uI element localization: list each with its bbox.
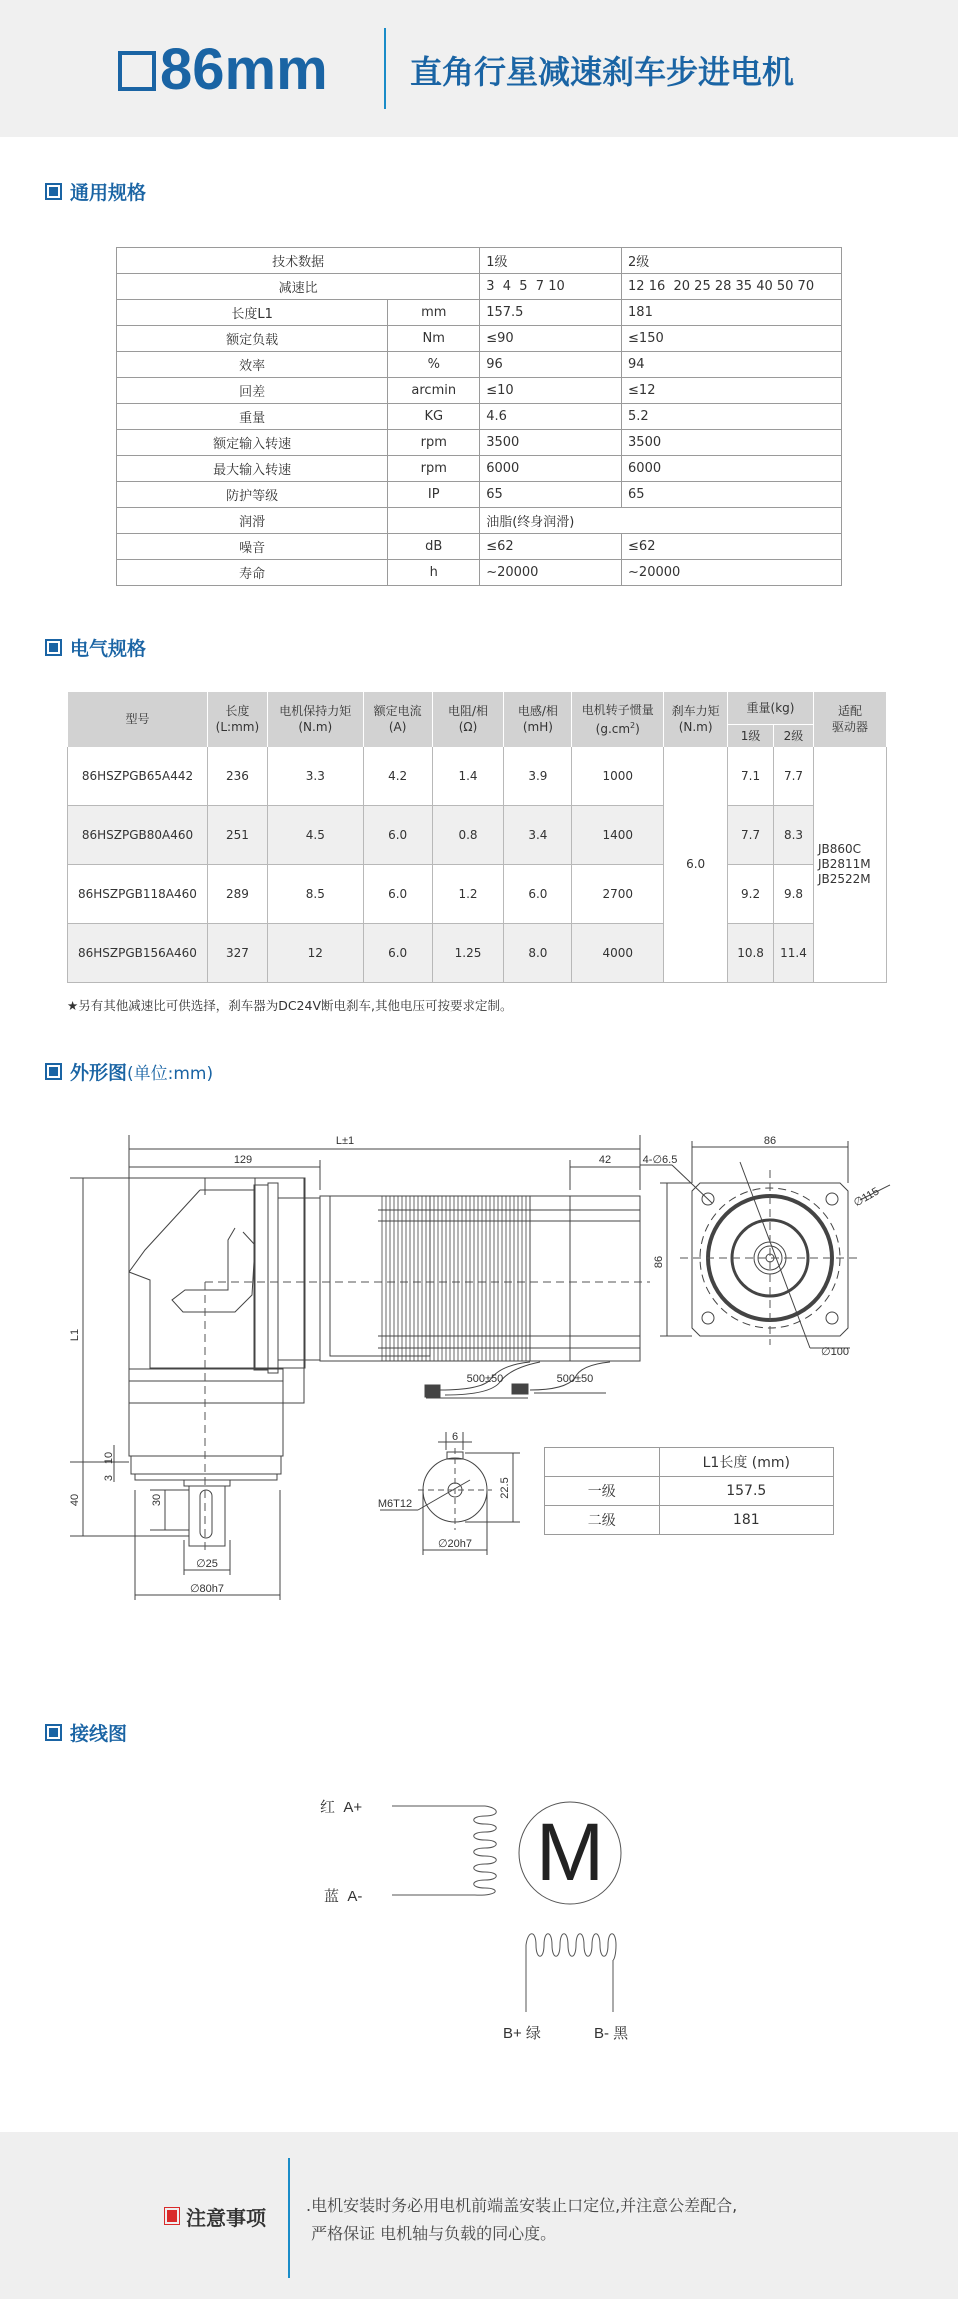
table-row — [117, 352, 842, 378]
dim-40: 40 — [69, 1493, 81, 1507]
notice-line-2: 严格保证 电机轴与负载的同心度。 — [306, 2224, 557, 2243]
page-header — [0, 0, 958, 137]
dim-holes: 4-∅6.5 — [642, 1154, 678, 1166]
table-row — [68, 805, 887, 864]
col-header-current — [363, 692, 432, 747]
table-cell: 7.1 — [728, 747, 774, 806]
table-cell: 4000 — [572, 923, 664, 982]
table-cell: 润滑 — [117, 508, 388, 534]
outline-drawing — [0, 1120, 958, 1620]
table-cell: IP — [388, 482, 480, 508]
table-cell: ≤10 — [480, 378, 622, 404]
table-cell: 10.8 — [728, 923, 774, 982]
table-cell: 4.2 — [363, 747, 432, 806]
motor-symbol: M — [535, 1807, 605, 1898]
page-title: 直角行星减速刹车步进电机 — [410, 53, 795, 91]
table-cell: 1.25 — [432, 923, 504, 982]
driver-item: JB2811M — [817, 856, 871, 871]
dim-3: 3 — [103, 1474, 115, 1482]
spec-note: ★另有其他减速比可供选择，刹车器为DC24V断电刹车,其他电压可按要求定制。 — [67, 998, 513, 1013]
table-row — [117, 456, 842, 482]
dim-flange-width: 86 — [763, 1135, 777, 1147]
square-bullet-icon — [45, 1063, 62, 1080]
table-cell: 油脂(终身润滑) — [480, 508, 842, 534]
table-cell: 3.9 — [504, 747, 572, 806]
dim-pilot-diameter: ∅80h7 — [189, 1583, 225, 1595]
table-cell: 6.0 — [363, 805, 432, 864]
dim-gear-length: 129 — [233, 1154, 253, 1166]
dim-cable-2: 500±50 — [556, 1373, 594, 1385]
table-cell: ≤12 — [622, 378, 842, 404]
table-cell: 7.7 — [774, 747, 814, 806]
driver-item: JB2522M — [817, 871, 871, 886]
table-cell: 噪音 — [117, 534, 388, 560]
table-cell: 6.0 — [504, 864, 572, 923]
table-cell: 94 — [622, 352, 842, 378]
table-cell: 2级 — [622, 248, 842, 274]
table-cell: ≤150 — [622, 326, 842, 352]
table-cell: dB — [388, 534, 480, 560]
table-row — [117, 534, 842, 560]
table-row — [117, 560, 842, 586]
header-unit: (g.cm — [595, 721, 631, 736]
driver-item: JB860C — [817, 841, 862, 856]
dim-key-width: 6 — [451, 1431, 459, 1443]
table-cell: 3500 — [622, 430, 842, 456]
dim-shaft2-diameter: ∅20h7 — [437, 1538, 473, 1550]
table-cell: ~20000 — [480, 560, 622, 586]
coil-a — [474, 1806, 497, 1895]
table-cell: 一级 — [545, 1477, 660, 1506]
wire-b-plus: B+ 绿 — [503, 2025, 541, 2042]
table-cell: 1400 — [572, 805, 664, 864]
header-text: 电机转子惯量 — [581, 702, 654, 717]
dim-thread: M6T12 — [377, 1498, 413, 1510]
table-row — [68, 923, 887, 982]
header-sup: 2 — [630, 720, 636, 730]
table-cell-driver — [813, 747, 886, 983]
table-cell: 6.0 — [363, 923, 432, 982]
table-cell: ~20000 — [622, 560, 842, 586]
header-text: 刹车力矩 — [671, 704, 720, 719]
table-cell: 3500 — [480, 430, 622, 456]
table-cell: % — [388, 352, 480, 378]
l1-length-table — [544, 1447, 834, 1535]
table-cell: rpm — [388, 430, 480, 456]
section-title: 电气规格 — [70, 637, 147, 660]
table-cell: 6000 — [480, 456, 622, 482]
table-cell: 额定输入转速 — [117, 430, 388, 456]
table-cell: arcmin — [388, 378, 480, 404]
header-divider — [384, 28, 386, 109]
dim-rear-length: 42 — [598, 1154, 612, 1166]
table-cell: 额定负载 — [117, 326, 388, 352]
dim-spigot: ∅100 — [821, 1346, 849, 1358]
table-cell: ≤90 — [480, 326, 622, 352]
col-header-inductance — [504, 692, 572, 747]
table-cell: 157.5 — [480, 300, 622, 326]
section-general-spec — [45, 178, 146, 204]
table-cell: 效率 — [117, 352, 388, 378]
header-unit: (N.m) — [678, 720, 713, 735]
notice-line-1: .电机安装时务必用电机前端盖安装止口定位,并注意公差配合, — [306, 2196, 738, 2215]
table-cell: 寿命 — [117, 560, 388, 586]
dim-l1: L1 — [69, 1328, 81, 1342]
table-cell: 289 — [207, 864, 267, 923]
table-cell: 回差 — [117, 378, 388, 404]
table-cell: 防护等级 — [117, 482, 388, 508]
col-header-driver — [813, 692, 886, 747]
table-cell: 86HSZPGB65A442 — [68, 747, 208, 806]
table-row — [117, 404, 842, 430]
dim-flange-height: 86 — [653, 1255, 665, 1269]
table-cell: 11.4 — [774, 923, 814, 982]
square-bullet-icon — [45, 639, 62, 656]
table-row — [117, 300, 842, 326]
table-cell: 327 — [207, 923, 267, 982]
table-cell: 12 — [267, 923, 363, 982]
table-cell: 1.4 — [432, 747, 504, 806]
table-row — [117, 274, 842, 300]
warning-bullet-icon — [164, 2207, 180, 2225]
table-cell: 251 — [207, 805, 267, 864]
table-row — [117, 482, 842, 508]
header-text: 电感/相 — [517, 704, 558, 719]
table-cell: 6000 — [622, 456, 842, 482]
table-cell: 8.0 — [504, 923, 572, 982]
table-cell: 二级 — [545, 1506, 660, 1535]
model-size-text: 86mm — [160, 37, 328, 102]
section-outline — [45, 1058, 213, 1084]
col-header-length — [207, 692, 267, 747]
col-header-model: 型号 — [68, 692, 208, 747]
square-bullet-icon — [45, 1724, 62, 1741]
header-unit: (mH) — [522, 720, 553, 735]
table-cell: 86HSZPGB118A460 — [68, 864, 208, 923]
dim-10: 10 — [103, 1451, 115, 1465]
header-text: 长度 — [225, 704, 250, 719]
table-cell: 3 4 5 7 10 — [480, 274, 622, 300]
table-cell: 96 — [480, 352, 622, 378]
table-cell — [388, 508, 480, 534]
section-title: 接线图 — [70, 1722, 128, 1745]
col-header-holding-torque — [267, 692, 363, 747]
table-cell: h — [388, 560, 480, 586]
table-row — [117, 378, 842, 404]
header-text: 驱动器 — [831, 720, 868, 735]
square-icon — [118, 51, 156, 91]
header-text: 额定电流 — [373, 704, 422, 719]
table-row — [545, 1448, 834, 1477]
table-cell: 3.3 — [267, 747, 363, 806]
col-header-weight: 重量(kg) — [728, 692, 814, 724]
header-unit-end: ) — [635, 721, 640, 736]
table-cell: 65 — [622, 482, 842, 508]
table-cell: 6.0 — [363, 864, 432, 923]
table-cell: ≤62 — [480, 534, 622, 560]
notice-title: 注意事项 — [186, 2206, 266, 2230]
header-text: 适配 — [837, 704, 862, 719]
table-cell: 181 — [622, 300, 842, 326]
wire-a-plus: 红 A+ — [320, 1799, 363, 1816]
table-cell: 4.5 — [267, 805, 363, 864]
table-cell: 181 — [659, 1506, 833, 1535]
table-cell: 技术数据 — [117, 248, 480, 274]
wire-b-minus: B- 黑 — [594, 2025, 629, 2042]
header-unit: (N.m) — [298, 720, 333, 735]
table-cell: 1000 — [572, 747, 664, 806]
table-cell: 减速比 — [117, 274, 480, 300]
table-cell — [545, 1448, 660, 1477]
wiring-diagram — [300, 1770, 660, 2050]
section-unit: (单位:mm) — [127, 1063, 214, 1084]
table-cell: 236 — [207, 747, 267, 806]
table-cell: 2700 — [572, 864, 664, 923]
table-row — [117, 248, 842, 274]
dim-30: 30 — [151, 1493, 163, 1507]
table-cell: rpm — [388, 456, 480, 482]
header-text: 电阻/相 — [447, 704, 489, 719]
electrical-spec-table — [67, 692, 887, 983]
dim-pcd: ∅115 — [851, 1185, 882, 1210]
col-header-weight-1: 1级 — [728, 724, 774, 747]
table-cell: KG — [388, 404, 480, 430]
table-cell: 86HSZPGB80A460 — [68, 805, 208, 864]
header-unit: (A) — [388, 720, 407, 735]
table-cell: 65 — [480, 482, 622, 508]
table-row — [68, 864, 887, 923]
header-unit: (L:mm) — [215, 720, 260, 735]
table-cell: mm — [388, 300, 480, 326]
col-header-brake-torque — [664, 692, 728, 747]
table-cell: ≤62 — [622, 534, 842, 560]
table-row — [117, 430, 842, 456]
table-row — [68, 747, 887, 806]
dim-shaft-diameter: ∅25 — [196, 1558, 218, 1570]
front-view — [640, 1141, 890, 1348]
notice-divider — [288, 2158, 290, 2278]
section-wiring — [45, 1719, 127, 1745]
table-cell-brake: 6.0 — [664, 747, 728, 983]
col-header-weight-2: 2级 — [774, 724, 814, 747]
header-text: 电机保持力矩 — [279, 704, 352, 719]
general-spec-table — [116, 247, 842, 586]
dim-key-height: 22.5 — [499, 1477, 511, 1499]
table-row — [117, 508, 842, 534]
model-size — [118, 30, 328, 110]
dim-total-length: L±1 — [335, 1135, 355, 1147]
section-electrical-spec — [45, 634, 146, 660]
section-title: 通用规格 — [70, 181, 147, 204]
col-header-inertia — [572, 692, 664, 747]
table-row — [545, 1477, 834, 1506]
section-title: 外形图 — [70, 1061, 128, 1084]
table-cell: 9.2 — [728, 864, 774, 923]
table-cell: 3.4 — [504, 805, 572, 864]
table-cell: 最大输入转速 — [117, 456, 388, 482]
table-cell: 5.2 — [622, 404, 842, 430]
table-cell: 重量 — [117, 404, 388, 430]
table-cell: 8.3 — [774, 805, 814, 864]
dim-cable-1: 500±50 — [466, 1373, 504, 1385]
table-cell: 1.2 — [432, 864, 504, 923]
table-cell: 0.8 — [432, 805, 504, 864]
table-cell: 7.7 — [728, 805, 774, 864]
table-cell: Nm — [388, 326, 480, 352]
table-row — [117, 326, 842, 352]
table-cell: 86HSZPGB156A460 — [68, 923, 208, 982]
table-cell: L1长度 (mm) — [659, 1448, 833, 1477]
square-bullet-icon — [45, 183, 62, 200]
table-cell: 9.8 — [774, 864, 814, 923]
table-cell: 12 16 20 25 28 35 40 50 70 — [622, 274, 842, 300]
coil-b — [526, 1934, 616, 1960]
col-header-resistance — [432, 692, 504, 747]
table-cell: 长度L1 — [117, 300, 388, 326]
table-row — [545, 1506, 834, 1535]
table-cell: 157.5 — [659, 1477, 833, 1506]
table-cell: 8.5 — [267, 864, 363, 923]
table-cell: 1级 — [480, 248, 622, 274]
wire-a-minus: 蓝 A- — [324, 1888, 363, 1905]
header-unit: (Ω) — [458, 720, 478, 735]
table-cell: 4.6 — [480, 404, 622, 430]
